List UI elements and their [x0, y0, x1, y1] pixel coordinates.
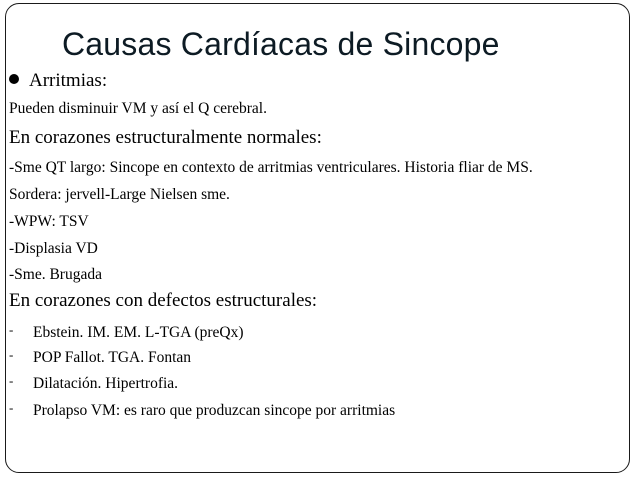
bullet-arritmias-label: Arritmias: [29, 70, 108, 91]
slide-title: Causas Cardíacas de Sincope [62, 26, 500, 62]
sub-item-label: Prolapso VM: es raro que produzcan sincope por arritmias [33, 402, 396, 419]
bullet-dot-icon [9, 74, 19, 84]
dash-marker: - [9, 373, 14, 388]
sub-item-pop-fallot [9, 347, 191, 367]
text-line-wpw: -WPW: TSV [9, 213, 89, 230]
dash-marker: - [9, 322, 14, 337]
sub-item-label: Dilatación. Hipertrofia. [33, 375, 179, 392]
text-line-brugada: -Sme. Brugada [9, 266, 102, 283]
sub-item-label: Ebstein. IM. EM. L-TGA (preQx) [33, 324, 244, 341]
heading-normales: En corazones estructuralmente normales: [9, 127, 322, 148]
text-line-vm: Pueden disminuir VM y así el Q cerebral. [9, 100, 267, 117]
dash-marker: - [9, 400, 14, 415]
sub-item-ebstein [9, 322, 244, 342]
heading-defectos: En corazones con defectos estructurales: [9, 290, 318, 311]
sub-item-prolapso [9, 400, 395, 420]
sub-item-dilatacion [9, 373, 178, 393]
bullet-arritmias [9, 70, 107, 92]
sub-item-label: POP Fallot. TGA. Fontan [33, 349, 192, 366]
dash-marker: - [9, 347, 14, 362]
text-line-sordera: Sordera: jervell-Large Nielsen sme. [9, 186, 230, 203]
text-line-qt-largo: -Sme QT largo: Sincope en contexto de arritmias ventriculares. Historia fliar de MS. [9, 159, 533, 176]
text-line-displasia: -Displasia VD [9, 240, 98, 257]
